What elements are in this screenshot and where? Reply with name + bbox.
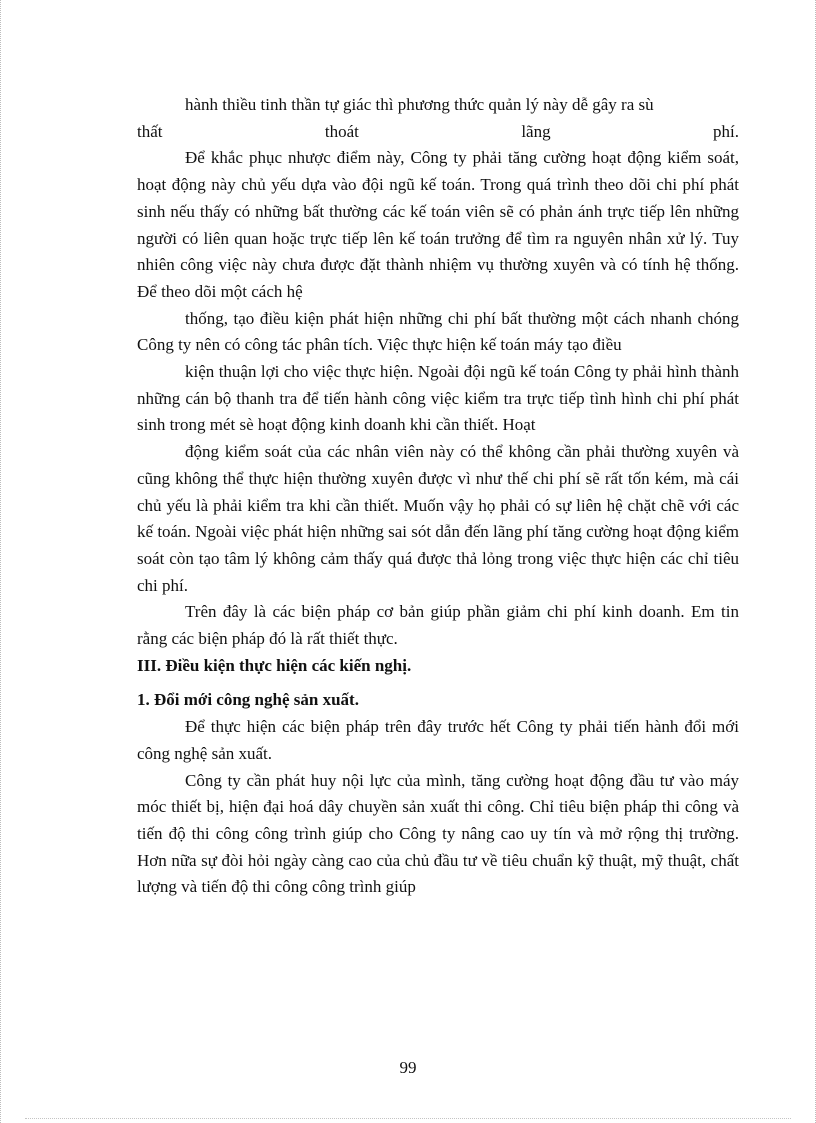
body-paragraph: hành thiều tinh thần tự giác thì phương thức quản lý này dễ gây ra sù [185,95,654,114]
body-paragraph: động kiểm soát của các nhân viên này có thể không cần phải thường xuyên và cũng không thể thực hiện thường xuyên được vì như thế chi phí sẽ rất tốn kém, mà cái chủ yếu là phải kiểm tra khi cần thiết. Muốn vậy họ phải có sự liên hệ chặt chẽ với các kế toán. Ngoài việc phát hiện những sai sót dẫn đến lãng phí tăng cường hoạt động kiểm soát còn tạo tâm lý không cảm thấy quá được thả lỏng trong việc thực hiện các chỉ tiêu chi phí. [137,442,739,595]
section-heading: III. Điều kiện thực hiện các kiến nghị. [137,655,412,675]
page-number: 99 [399,1058,417,1077]
body-paragraph: thống, tạo điều kiện phát hiện những chi phí bất thường một cách nhanh chóng Công ty nên có công tác phân tích. Việc thực hiện kế toán máy tạo điều [137,308,739,355]
section-heading: 1. Đổi mới công nghệ sản xuất. [137,690,359,710]
body-paragraph: Trên đây là các biện pháp cơ bản giúp phần giảm chi phí kinh doanh. Em tin rằng các biện pháp đó là rất thiết thực. [137,602,739,649]
body-paragraph: Để thực hiện các biện pháp trên đây trước hết Công ty phải tiến hành đổi mới công nghệ sản xuất. [137,717,739,763]
body-paragraph: Công ty cần phát huy nội lực của mình, tăng cường hoạt động đầu tư vào máy móc thiết bị, hiện đại hoá dây chuyền sản xuất thi công. Chỉ tiêu biện pháp thi công và tiến độ thi công công trình giúp cho Công ty nâng cao uy tín và mở rộng thị trường. Hơn nữa sự đòi hỏi ngày càng cao của chủ đầu tư về tiêu chuẩn kỹ thuật, mỹ thuật, chất lượng và tiến độ thi công công trình giúp [137,770,739,897]
body-paragraph: thất thoát lãng phí. [137,121,739,141]
body-paragraph: kiện thuận lợi cho việc thực hiện. Ngoài đội ngũ kế toán Công ty phải hình thành những cán bộ thanh tra để tiến hành công việc kiểm tra trực tiếp tình hình chi phí phát sinh trong mét sè hoạt động kinh doanh khi cần thiết. Hoạt [137,362,739,435]
page-bottom-rule [25,1118,791,1119]
body-paragraph: Để khắc phục nhược điểm này, Công ty phải tăng cường hoạt động kiểm soát, hoạt động này chủ yếu dựa vào đội ngũ kế toán. Trong quá trình theo dõi chi phí phát sinh nếu thấy có những bất thường các kế toán viên sẽ có phản ánh trực tiếp lên những người có liên quan hoặc trực tiếp lên kế toán trưởng để tìm ra nguyên nhân xử lý. Tuy nhiên công việc này chưa được đặt thành nhiệm vụ thường xuyên và có tính hệ thống. Để theo dõi một cách hệ [137,148,739,301]
document-body [137,92,739,901]
